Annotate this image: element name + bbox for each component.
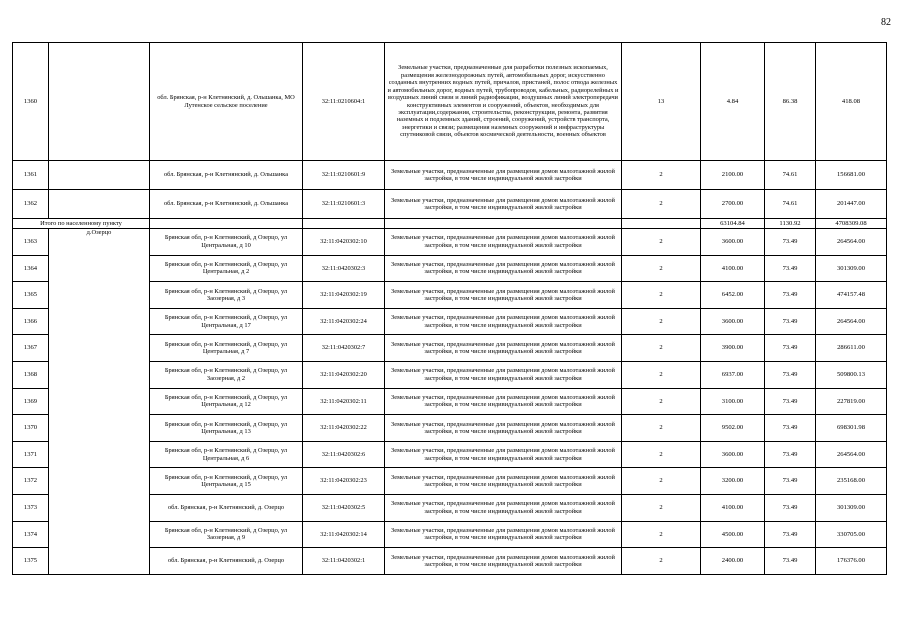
address-cell: Брянская обл, р-н Клетнянский, д Озерцо, ул Заозерная, д 3 (150, 282, 303, 309)
table-row (13, 161, 887, 190)
group-cell: 2 (622, 548, 701, 575)
rate-cell: 73.49 (765, 521, 816, 548)
empty-cell (622, 219, 701, 229)
rate-cell: 86.38 (765, 43, 816, 161)
purpose-cell: Земельные участки, предназначенные для размещения домов малоэтажной жилой застройки, в том числе индивидуальной жилой застройки (385, 415, 622, 442)
row-number: 1361 (13, 161, 49, 190)
value-cell: 201447.00 (816, 190, 887, 219)
row-number: 1371 (13, 441, 49, 468)
area-cell: 3900.00 (701, 335, 765, 362)
address-cell: Брянская обл, р-н Клетнянский, д Озерцо, ул Центральная, д 15 (150, 468, 303, 495)
value-cell: 264564.00 (816, 441, 887, 468)
value-cell: 227819.00 (816, 388, 887, 415)
rate-cell: 73.49 (765, 308, 816, 335)
rate-cell: 73.49 (765, 415, 816, 442)
row-number: 1372 (13, 468, 49, 495)
value-cell: 176376.00 (816, 548, 887, 575)
rate-cell: 74.61 (765, 190, 816, 219)
area-cell: 4.84 (701, 43, 765, 161)
cadastral-cell: 32:11:0420302:14 (303, 521, 385, 548)
area-cell: 3600.00 (701, 308, 765, 335)
row-number: 1370 (13, 415, 49, 442)
table-row (13, 190, 887, 219)
group-cell: 2 (622, 335, 701, 362)
group-cell: 13 (622, 43, 701, 161)
row-number: 1362 (13, 190, 49, 219)
rate-cell: 73.49 (765, 229, 816, 256)
purpose-cell: Земельные участки, предназначенные для размещения домов малоэтажной жилой застройки, в том числе индивидуальной жилой застройки (385, 361, 622, 388)
purpose-cell: Земельные участки, предназначенные для размещения домов малоэтажной жилой застройки, в том числе индивидуальной жилой застройки (385, 308, 622, 335)
row-number: 1368 (13, 361, 49, 388)
address-cell: Брянская обл, р-н Клетнянский, д Озерцо, ул Центральная, д 6 (150, 441, 303, 468)
area-cell: 4500.00 (701, 521, 765, 548)
cadastral-cell: 32:11:0420302:7 (303, 335, 385, 362)
row-number: 1373 (13, 494, 49, 521)
group-cell: 2 (622, 255, 701, 282)
address-cell: обл. Брянская, р-н Клетнянский, д. Ольшанка, МО Лутенское сельское поселение (150, 43, 303, 161)
area-cell: 4100.00 (701, 255, 765, 282)
value-cell: 235168.00 (816, 468, 887, 495)
group-cell: 2 (622, 494, 701, 521)
purpose-cell: Земельные участки, предназначенные для размещения домов малоэтажной жилой застройки, в том числе индивидуальной жилой застройки (385, 161, 622, 190)
group-cell: 2 (622, 441, 701, 468)
row-number: 1364 (13, 255, 49, 282)
row-number: 1363 (13, 229, 49, 256)
group-cell: 2 (622, 308, 701, 335)
group-cell: 2 (622, 190, 701, 219)
cadastral-cell: 32:11:0420302:22 (303, 415, 385, 442)
purpose-cell: Земельные участки, предназначенные для размещения домов малоэтажной жилой застройки, в том числе индивидуальной жилой застройки (385, 441, 622, 468)
total-area: 63104.84 (701, 219, 765, 229)
cadastral-cell: 32:11:0210601:9 (303, 161, 385, 190)
value-cell: 301309.00 (816, 494, 887, 521)
table-body (13, 43, 887, 575)
area-cell: 6937.00 (701, 361, 765, 388)
settlement-name: д.Озерцо (49, 229, 150, 575)
purpose-cell: Земельные участки, предназначенные для размещения домов малоэтажной жилой застройки, в том числе индивидуальной жилой застройки (385, 521, 622, 548)
value-cell: 509800.13 (816, 361, 887, 388)
address-cell: Брянская обл, р-н Клетнянский, д Озерцо, ул Центральная, д 12 (150, 388, 303, 415)
purpose-cell: Земельные участки, предназначенные для размещения домов малоэтажной жилой застройки, в том числе индивидуальной жилой застройки (385, 190, 622, 219)
area-cell: 6452.00 (701, 282, 765, 309)
cadastral-cell: 32:11:0420302:5 (303, 494, 385, 521)
value-cell: 474157.48 (816, 282, 887, 309)
value-cell: 301309.00 (816, 255, 887, 282)
rate-cell: 73.49 (765, 388, 816, 415)
group-cell: 2 (622, 161, 701, 190)
address-cell: Брянская обл, р-н Клетнянский, д Озерцо, ул Заозерная, д 2 (150, 361, 303, 388)
purpose-cell: Земельные участки, предназначенные для размещения домов малоэтажной жилой застройки, в том числе индивидуальной жилой застройки (385, 548, 622, 575)
value-cell: 418.08 (816, 43, 887, 161)
cadastral-cell: 32:11:0420302:23 (303, 468, 385, 495)
table-row (13, 43, 887, 161)
row-number: 1375 (13, 548, 49, 575)
cadastral-cell: 32:11:0420302:6 (303, 441, 385, 468)
area-cell: 3200.00 (701, 468, 765, 495)
rate-cell: 73.49 (765, 335, 816, 362)
cadastral-cell: 32:11:0420302:1 (303, 548, 385, 575)
row-number: 1365 (13, 282, 49, 309)
group-cell: 2 (622, 521, 701, 548)
area-cell: 2100.00 (701, 161, 765, 190)
value-cell: 264564.00 (816, 229, 887, 256)
purpose-cell: Земельные участки, предназначенные для размещения домов малоэтажной жилой застройки, в том числе индивидуальной жилой застройки (385, 494, 622, 521)
empty-cell (385, 219, 622, 229)
group-cell: 2 (622, 388, 701, 415)
address-cell: Брянская обл, р-н Клетнянский, д Озерцо, ул Центральная, д 17 (150, 308, 303, 335)
value-cell: 330705.00 (816, 521, 887, 548)
cadastral-cell: 32:11:0210604:1 (303, 43, 385, 161)
area-cell: 9502.00 (701, 415, 765, 442)
total-label: Итого по населенному пункту (13, 219, 150, 229)
page-number: 82 (881, 17, 891, 28)
group-cell: 2 (622, 361, 701, 388)
group-cell: 2 (622, 415, 701, 442)
rate-cell: 73.49 (765, 282, 816, 309)
address-cell: Брянская обл, р-н Клетнянский, д Озерцо, ул Центральная, д 7 (150, 335, 303, 362)
settlement-cell (49, 161, 150, 190)
row-number: 1369 (13, 388, 49, 415)
rate-cell: 73.49 (765, 494, 816, 521)
rate-cell: 73.49 (765, 361, 816, 388)
area-cell: 3100.00 (701, 388, 765, 415)
purpose-cell: Земельные участки, предназначенные для размещения домов малоэтажной жилой застройки, в том числе индивидуальной жилой застройки (385, 335, 622, 362)
total-value: 4708309.08 (816, 219, 887, 229)
settlement-cell (49, 43, 150, 161)
cadastral-cell: 32:11:0420302:3 (303, 255, 385, 282)
purpose-cell: Земельные участки, предназначенные для размещения домов малоэтажной жилой застройки, в том числе индивидуальной жилой застройки (385, 388, 622, 415)
empty-cell (303, 219, 385, 229)
land-valuation-table (12, 42, 887, 575)
address-cell: обл. Брянская, р-н Клетнянский, д. Ольшанка (150, 161, 303, 190)
value-cell: 156681.00 (816, 161, 887, 190)
purpose-cell: Земельные участки, предназначенные для размещения домов малоэтажной жилой застройки, в том числе индивидуальной жилой застройки (385, 255, 622, 282)
cadastral-cell: 32:11:0420302:20 (303, 361, 385, 388)
row-number: 1366 (13, 308, 49, 335)
value-cell: 286611.00 (816, 335, 887, 362)
row-number: 1360 (13, 43, 49, 161)
cadastral-cell: 32:11:0420302:19 (303, 282, 385, 309)
rate-cell: 73.49 (765, 441, 816, 468)
address-cell: Брянская обл, р-н Клетнянский, д Озерцо, ул Заозерная, д 9 (150, 521, 303, 548)
area-cell: 2700.00 (701, 190, 765, 219)
area-cell: 3600.00 (701, 441, 765, 468)
table-row (13, 229, 887, 256)
cadastral-cell: 32:11:0420302:24 (303, 308, 385, 335)
purpose-cell: Земельные участки, предназначенные для размещения домов малоэтажной жилой застройки, в том числе индивидуальной жилой застройки (385, 468, 622, 495)
purpose-cell: Земельные участки, предназначенные для размещения домов малоэтажной жилой застройки, в том числе индивидуальной жилой застройки (385, 229, 622, 256)
address-cell: обл. Брянская, р-н Клетнянский, д. Озерцо (150, 494, 303, 521)
address-cell: Брянская обл, р-н Клетнянский, д Озерцо, ул Центральная, д 13 (150, 415, 303, 442)
total-row (13, 219, 887, 229)
value-cell: 264564.00 (816, 308, 887, 335)
area-cell: 4100.00 (701, 494, 765, 521)
address-cell: обл. Брянская, р-н Клетнянский, д. Ольшанка (150, 190, 303, 219)
address-cell: Брянская обл, р-н Клетнянский, д Озерцо, ул Центральная, д 2 (150, 255, 303, 282)
area-cell: 3600.00 (701, 229, 765, 256)
cadastral-cell: 32:11:0420302:10 (303, 229, 385, 256)
rate-cell: 73.49 (765, 468, 816, 495)
purpose-cell: Земельные участки, предназначенные для размещения домов малоэтажной жилой застройки, в том числе индивидуальной жилой застройки (385, 282, 622, 309)
cadastral-cell: 32:11:0420302:11 (303, 388, 385, 415)
row-number: 1374 (13, 521, 49, 548)
rate-cell: 73.49 (765, 255, 816, 282)
address-cell: обл. Брянская, р-н Клетнянский, д. Озерцо (150, 548, 303, 575)
group-cell: 2 (622, 229, 701, 256)
empty-cell (150, 219, 303, 229)
value-cell: 698301.98 (816, 415, 887, 442)
settlement-cell (49, 190, 150, 219)
row-number: 1367 (13, 335, 49, 362)
address-cell: Брянская обл, р-н Клетнянский, д Озерцо, ул Центральная, д 10 (150, 229, 303, 256)
cadastral-cell: 32:11:0210601:3 (303, 190, 385, 219)
area-cell: 2400.00 (701, 548, 765, 575)
purpose-cell: Земельные участки, предназначенные для разработки полезных ископаемых, размещения железнодорожных путей, автомобильных дорог, искусственно созданных внутренних водных путей, причалов, пристаней, полос отвода железных и автомобильных дорог, водных путей, трубопроводов, кабельных, радиорелейных и воздушных линий связи и линий радиофикации, воздушных линий электропередачи конструктивных элементов и сооружений, объектов, необходимых для эксплуатации,содержания, строительства, реконструкции, ремонта, развития наземных и подземных зданий, строений, сооружений, устройств транспорта, энергетики и связи; размещения наземных сооружений и инфраструктуры спутниковой связи, объектов космической деятельности, военных объектов (385, 43, 622, 161)
rate-cell: 73.49 (765, 548, 816, 575)
group-cell: 2 (622, 282, 701, 309)
group-cell: 2 (622, 468, 701, 495)
rate-cell: 74.61 (765, 161, 816, 190)
total-rate: 1130.92 (765, 219, 816, 229)
